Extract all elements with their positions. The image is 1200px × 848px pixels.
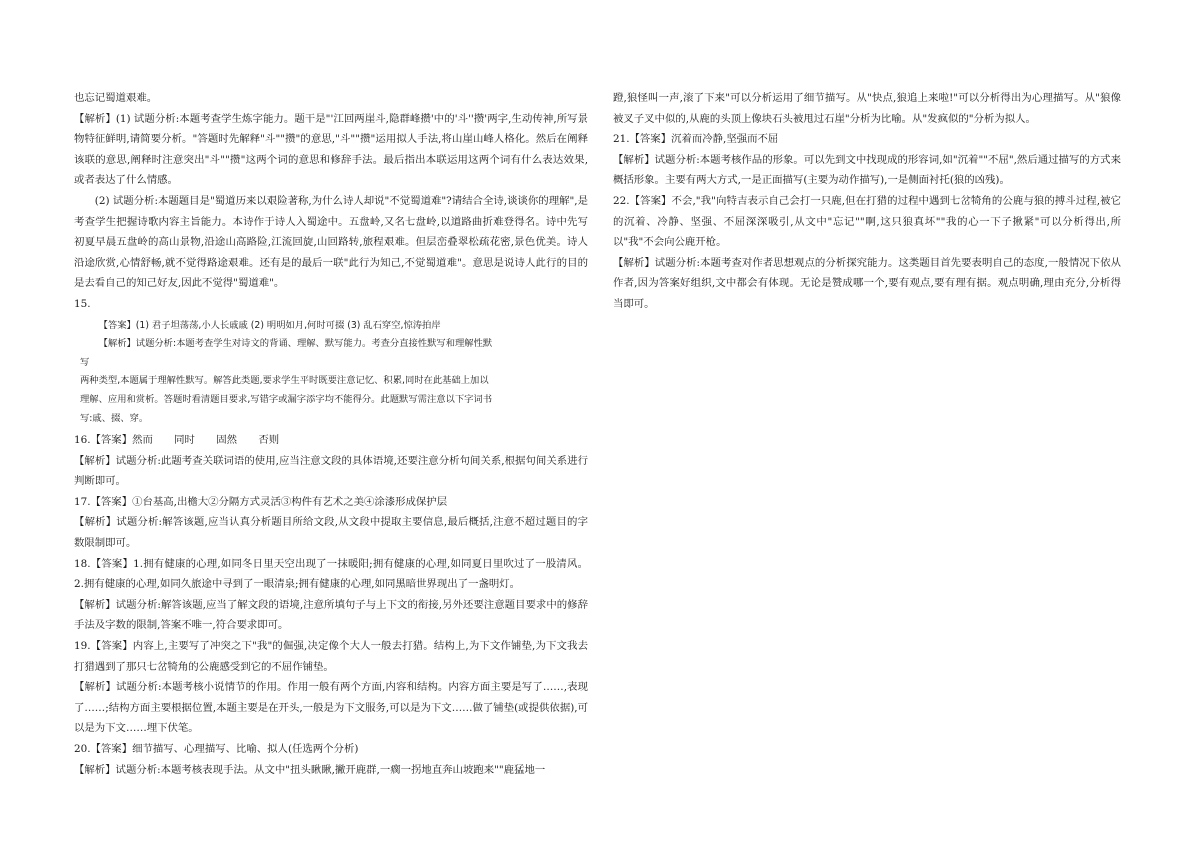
analysis-paragraph: 【解析】试题分析:本题考查对作者思想观点的分析探究能力。这类题目首先要表明自己的态度,一般情况下依从作者,因为答案好组织,文中都会有体现。无论是赞成哪一个,要有观点,要有理有据。观点明确,理由充分,分析得当即可。	[613, 256, 1121, 310]
analysis-line: 【解析】试题分析:本题考查学生对诗文的背诵、理解、默写能力。考查分直接性默写和理解性默写	[80, 338, 493, 368]
analysis-paragraph: 【解析】试题分析:解答该题,应当认真分析题目所给文段,从文段中提取主要信息,最后概括,注意不超过题目的字数限制即可。	[74, 516, 588, 550]
analysis-line: 两种类型,本题属于理解性默写。解答此类题,要求学生平时既要注意记忆、积累,同时在此基础上加以	[80, 375, 489, 387]
analysis-line: 理解、应用和赏析。答题时看清题目要求,写错字或漏字添字均不能得分。此题默写需注意以下字词书	[80, 393, 493, 405]
analysis-paragraph: 【解析】试题分析:本题考核小说情节的作用。作用一般有两个方面,内容和结构。内容方面主要是写了……,表现了……;结构方面主要根据位置,本题主要是在开头,一般是为下文服务,可以是为下文……做了铺垫(或提供依据),可以是为下文……埋下伏笔。	[74, 681, 588, 735]
left-column	[74, 88, 588, 780]
answer-paragraph: 18.【答案】1.拥有健康的心理,如同冬日里天空出现了一抹暖阳;拥有健康的心理,如同夏日里吹过了一股清风。2.拥有健康的心理,如同久旅途中寻到了一眼清泉;拥有健康的心理,如同黑暗世界现出了一盏明灯。	[74, 557, 588, 591]
answer-paragraph: 20.【答案】细节描写、心理描写、比喻、拟人(任选两个分析)	[74, 743, 359, 755]
question-number: 15.	[74, 297, 91, 310]
paragraph: 蹬,狼怪叫一声,滚了下来"可以分析运用了细节描写。从"快点,狼追上来啦!"可以分析得出为心理描写。从"狼像被叉子叉中似的,从鹿的头顶上像块石头被甩过石崖"分析为比喻。从"发疯似的"分析为拟人。	[613, 92, 1121, 125]
paragraph: 也忘记蜀道艰难。	[74, 92, 158, 104]
embedded-answer-image	[80, 317, 500, 429]
answer-paragraph: 21.【答案】沉着而冷静,坚强而不屈	[613, 133, 779, 146]
answer-paragraph: 16.【答案】然而 同时 固然 否则	[74, 434, 280, 447]
analysis-paragraph: 【解析】(1) 试题分析:本题考查学生炼字能力。题干是"'江回两崖斗,隐群峰攒'中的'斗''攒'两字,生动传神,所写景物特征鲜明,请简要分析。"答题时先解释"斗""攒"的意思,"斗""攒"运用拟人手法,将山崖山峰人格化。然后在阐释该联的意思,阐释时注意突出"斗""攒"这两个词的意思和修辞手法。最后指出本联运用这两个词有什么表达效果,或者表达了什么情感。	[74, 112, 589, 187]
answer-paragraph: 22.【答案】不会,"我"向特吉表示自己会打一只鹿,但在打猎的过程中遇到七岔犄角的公鹿与狼的搏斗过程,被它的沉着、冷静、坚强、不屈深深吸引,从文中"忘记""啊,这只狼真坏""我的心一下子揪紧"可以分析得出,所以"我"不会向公鹿开枪。	[613, 194, 1121, 249]
answer-paragraph: 19.【答案】内容上,主要写了冲突之下"我"的倔强,决定像个大人一般去打猎。结构上,为下文作铺垫,为下文我去打猎遇到了那只七岔犄角的公鹿感受到它的不屈作铺垫。	[74, 640, 588, 673]
analysis-paragraph: 【解析】试题分析:本题考核作品的形象。可以先到文中找现成的形容词,如"沉着""不屈",然后通过描写的方式来概括形象。主要有两大方式,一是正面描写(主要为动作描写),一是侧面衬托(狼的凶残)。	[613, 153, 1121, 187]
right-column	[613, 88, 1121, 315]
analysis-paragraph: (2) 试题分析:本题题目是"蜀道历来以艰险著称,为什么诗人却说"不觉蜀道难"?请结合全诗,谈谈你的理解",是考查学生把握诗歌内容主旨能力。本诗作于诗人入蜀途中。五盘岭,又名七盘岭,以道路曲折难登得名。诗中先写初夏早晨五盘岭的高山景物,沿途山高路险,江流回旋,山回路转,旅程艰难。但层峦叠翠松疏花密,景色优美。诗人沿途欣赏,心情舒畅,就不觉得路途艰难。还有是的最后一联"此行为知己,不觉蜀道难"。意思是说诗人此行的目的是去看自己的知己好友,因此不觉得"蜀道难"。	[74, 194, 588, 290]
analysis-line: 写:戚、掇、穿。	[80, 412, 149, 424]
answer-line: 【答案】(1) 君子坦荡荡,小人长戚戚 (2) 明明如月,何时可掇 (3) 乱石穿空,惊涛拍岸	[98, 319, 441, 331]
analysis-paragraph: 【解析】试题分析:本题考核表现手法。从文中"扭头瞅瞅,撇开鹿群,一瘸一拐地直奔山坡跑来""鹿猛地一	[74, 763, 546, 776]
analysis-paragraph: 【解析】试题分析:此题考查关联词语的使用,应当注意文段的具体语境,还要注意分析句间关系,根据句间关系进行判断即可。	[74, 454, 588, 488]
analysis-paragraph: 【解析】试题分析:解答该题,应当了解文段的语境,注意所填句子与上下文的衔接,另外还要注意题目要求中的修辞手法及字数的限制,答案不唯一,符合要求即可。	[74, 598, 588, 632]
answer-paragraph: 17.【答案】①台基高,出檐大②分隔方式灵活③构件有艺术之美④涂漆形成保护层	[74, 495, 448, 508]
